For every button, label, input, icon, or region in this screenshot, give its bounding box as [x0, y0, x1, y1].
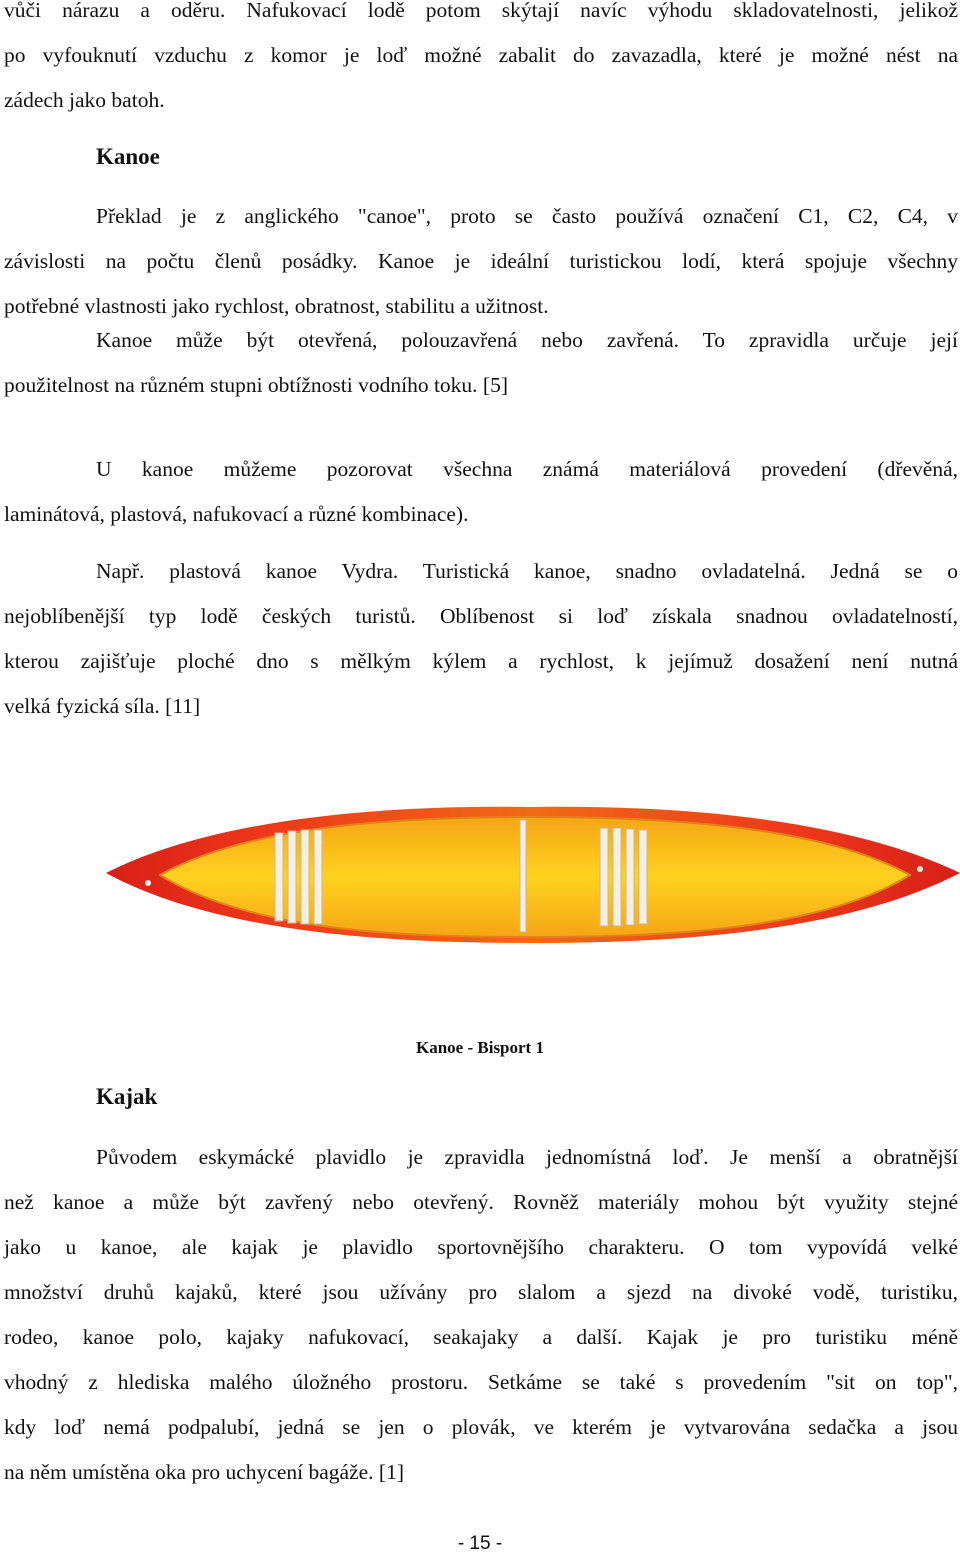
- text-line: závislosti na počtu členů posádky. Kanoe je ideální turistickou lodí, která spojuje všechny: [4, 249, 958, 273]
- text-line: množství druhů kajaků, které jsou užívány pro slalom a sjezd na divoké vodě, turistiku,: [4, 1280, 958, 1304]
- text-line: rodeo, kanoe polo, kajaky nafukovací, seakajaky a další. Kajak je pro turistiku méně: [4, 1325, 958, 1349]
- text-line: po vyfouknutí vzduchu z komor je loď možné zabalit do zavazadla, které je možné nést na: [4, 43, 958, 67]
- text-line: jako u kanoe, ale kajak je plavidlo sportovnějšího charakteru. O tom vypovídá velké: [4, 1235, 958, 1259]
- text-line: velká fyzická síla. [11]: [4, 694, 201, 718]
- text-line: Původem eskymácké plavidlo je zpravidla jednomístná loď. Je menší a obratnější: [96, 1145, 958, 1169]
- text-line: Kanoe může být otevřená, polouzavřená nebo zavřená. To zpravidla určuje její: [96, 328, 958, 352]
- text-line: vůči nárazu a oděru. Nafukovací lodě potom skýtají navíc výhodu skladovatelnosti, jelikož: [4, 0, 958, 22]
- paragraph-kanoe-example: [4, 549, 958, 729]
- text-line: Překlad je z anglického "canoe", proto se často používá označení C1, C2, C4, v: [96, 204, 958, 228]
- text-line: na něm umístěna oka pro uchycení bagáže. [1]: [4, 1460, 404, 1484]
- paragraph-kanoe-definition: [4, 194, 958, 329]
- paragraph-intro-continuation: [4, 0, 958, 123]
- text-line: Např. plastová kanoe Vydra. Turistická kanoe, snadno ovladatelná. Jedná se o: [96, 559, 958, 583]
- text-line: potřebné vlastnosti jako rychlost, obratnost, stabilitu a užitnost.: [4, 294, 549, 318]
- text-line: laminátová, plastová, nafukovací a různé kombinace).: [4, 502, 469, 526]
- paragraph-kanoe-materials: [4, 447, 958, 537]
- text-line: kterou zajišťuje ploché dno s mělkým kýlem a rychlost, k jejímuž dosažení není nutná: [4, 649, 958, 673]
- text-line: než kanoe a může být zavřený nebo otevřený. Rovněž materiály mohou být využity stejné: [4, 1190, 958, 1214]
- text-line: nejoblíbenější typ lodě českých turistů. Oblíbenost si loď získala snadnou ovladatelností,: [4, 604, 958, 628]
- text-line: kdy loď nemá podpalubí, jedná se jen o plovák, ve kterém je vytvarována sedačka a jsou: [4, 1415, 958, 1439]
- canoe-illustration: [100, 765, 960, 945]
- text-line: U kanoe můžeme pozorovat všechna známá materiálová provedení (dřevěná,: [96, 457, 958, 481]
- text-line: vhodný z hlediska malého úložného prostoru. Setkáme se také s provedením "sit on top",: [4, 1370, 958, 1394]
- canoe-image: [100, 765, 960, 945]
- text-line: zádech jako batoh.: [4, 88, 165, 112]
- figure-caption: Kanoe - Bisport 1: [416, 1038, 544, 1057]
- text-line: použitelnost na různém stupni obtížnosti vodního toku. [5]: [4, 373, 508, 397]
- page-number: - 15 -: [457, 1533, 503, 1554]
- heading-kanoe: Kanoe: [96, 144, 160, 169]
- paragraph-kanoe-types: [4, 318, 958, 408]
- paragraph-kajak: [4, 1135, 958, 1495]
- heading-kajak: Kajak: [96, 1084, 158, 1109]
